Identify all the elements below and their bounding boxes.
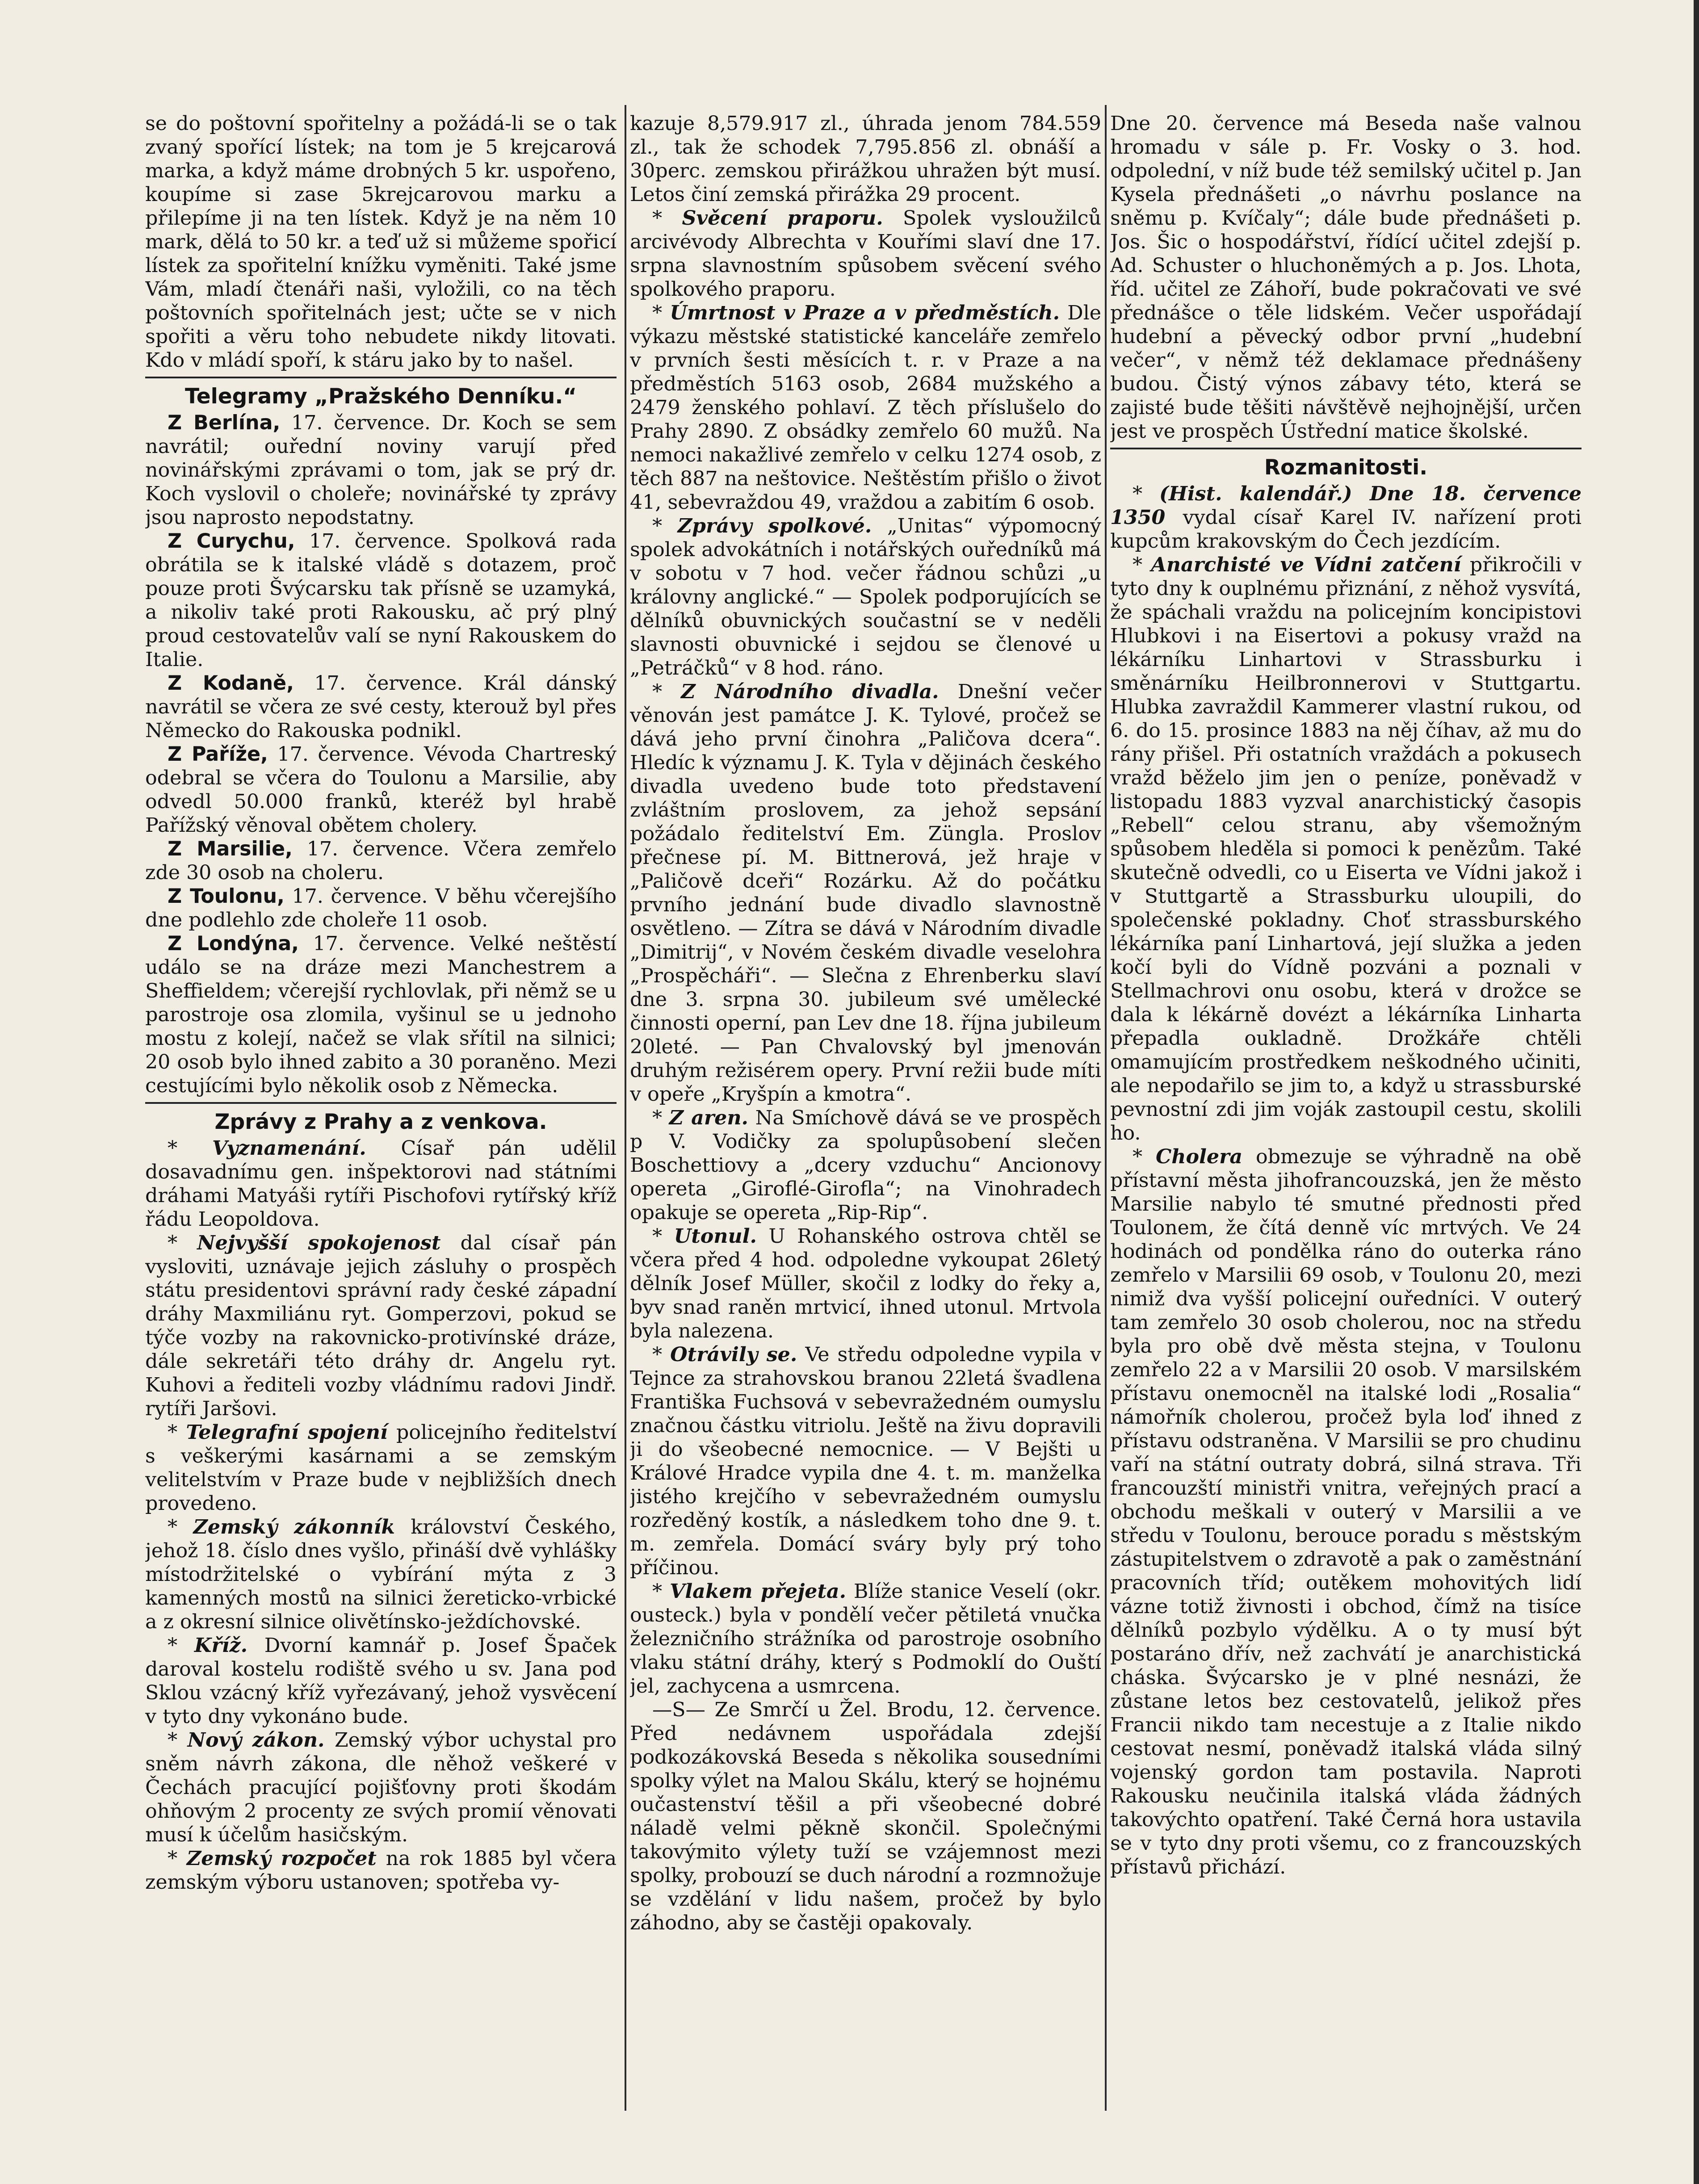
telegrams-heading: Telegramy „Pražského Denníku.“	[185, 384, 577, 409]
misc-lead: (Hist. kalendář.) Dne 18. července 1350	[1110, 482, 1582, 529]
telegram-dateline: Z Marsilie,	[168, 838, 293, 860]
news-lead: Vyznamenání.	[212, 1136, 366, 1160]
news-lead: Otrávily se.	[670, 1343, 797, 1366]
misc-item: * (Hist. kalendář.) Dne 18. července 1350 vydal císař Karel IV. nařízení proti kupcům krakovským do Čech jezdícím.	[1110, 482, 1582, 553]
news-text: Dvorní kamnář p. Josef Špaček daroval kostelu rodiště svého u sv. Jana pod Sklou vzácný kříž vyřezávaný, jehož vysvěcení v tyto dny vykonáno bude.	[145, 1634, 617, 1728]
news-lead: Úmrtnost v Praze a v předměstích.	[670, 301, 1060, 324]
telegram-dateline: Z Londýna,	[168, 932, 299, 955]
misc-item: * Cholera obmezuje se výhradně na obě přístavní města jihofrancouzská, jen že město Marsilie nabylo té smutné přednosti před Toulonem, že čítá denně víc mrtvých. Ve 24 hodinách od pondělka ráno do outerka ráno zemřelo v Marsilii 69 osob, v Toulonu 20, mezi nimiž dva vyšší policejní ouředníci. V outerý tam zemřelo 30 osob cholerou, noc na středu byla pro obě dvě města stejna, v Toulonu zemřelo 22 a v Marsilii 20 osob. V marsilském přístavu onemocněl na italské lodi „Rosalia“ námořník cholerou, pročež byla loď ihned z přístavu odstraněna. V Marsilii se pro chudinu vaří na státní outraty dobrá, silná strava. Tři francouzští ministři vnitra, veřejných prací a obchodu meškali v outerý v Marsilii a ve středu v Toulonu, berouce poradu s městským zástupitelstvem o zdravotě a pak o zaměstnání pracovních tříd; outěkem mohovitých lidí vázne totiž živnosti i obchod, čímž na tisíce dělníků pozbylo výdělku. A o ty musí být postaráno dřív, než zachvátí je anarchistická cháska. Švýcarsko je v plné nesnázi, že zůstane letos bez cestovatelů, jelikož přes Francii nikdo tam necestuje a z Italie nikdo cestovat nesmí, poněvadž italská vláda silný vojenský gordon tam postavila. Naproti Rakousku neučinila italská vláda žádných takovýchto opatření. Také Černá hora ustavila se v tyto dny proti všemu, co z francouzských přístavů přichází.	[1110, 1145, 1582, 1878]
telegram-dateline: Z Paříže,	[168, 743, 268, 766]
news-item: * Zprávy spolkové. „Unitas“ výpomocný spolek advokátních i notářských ouředníků má v sobotu v 7 hod. večer řádnou schůzi „u královny anglické.“ — Spolek podporujících se dělníků obuvnických součastní se v neděli slavnosti obuvnické i sejdou se členové u „Petráčků“ v 8 hod. ráno.	[630, 514, 1101, 679]
misc-lead: Cholera	[1156, 1145, 1243, 1168]
telegram-text: 17. července. Dr. Koch se sem navrátil; ouřední noviny varují před novinářskými zprávami o tom, jak se prý dr. Koch vyslovil o choleře; novinářské ty zprávy jsou naprosto nepodstatny.	[145, 411, 617, 529]
news-text: království Českého, jehož 18. číslo dnes vyšlo, přináší dvě vyhlášky místodržitelské o vybírání mýta z 3 kamenných mostů na silnici žereticko-vrbické a z okresní silnice olivětínsko-ježdíchovské.	[145, 1516, 617, 1633]
telegram-item	[145, 742, 617, 837]
correspondent-signature: —S—	[652, 1698, 705, 1721]
telegram-item	[145, 884, 617, 932]
misc-text: obmezuje se výhradně na obě přístavní města jihofrancouzská, jen že město Marsilie nabylo té smutné přednosti před Toulonem, že čítá denně víc mrtvých. Ve 24 hodinách od pondělka ráno do outerka ráno zemřelo v Marsilii 69 osob, v Toulonu 20, mezi nimiž dva vyšší policejní ouředníci. V outerý tam zemřelo 30 osob cholerou, noc na středu byla pro obě dvě města stejna, v Toulonu zemřelo 22 a v Marsilii 20 osob. V marsilském přístavu onemocněl na italské lodi „Rosalia“ námořník cholerou, pročež byla loď ihned z přístavu odstraněna. V Marsilii se pro chudinu vaří na státní outraty dobrá, silná strava. Tři francouzští ministři vnitra, veřejných prací a obchodu meškali v outerý v Marsilii a ve středu v Toulonu, berouce poradu s městským zástupitelstvem o zdravotě a pak o zaměstnání pracovních tříd; outěkem mohovitých lidí vázne totiž živnosti i obchod, čímž na tisíce dělníků pozbylo výdělku. A o ty musí být postaráno dřív, než zachvátí je anarchistická cháska. Švýcarsko je v plné nesnázi, že zůstane letos bez cestovatelů, jelikož přes Francii nikdo tam necestuje a z Italie nikdo cestovat nesmí, poněvadž italská vláda silný vojenský gordon tam postavila. Naproti Rakousku neučinila italská vláda žádných takovýchto opatření. Také Černá hora ustavila se v tyto dny proti všemu, co z francouzských přístavů přichází.	[1110, 1145, 1582, 1878]
section-divider	[145, 377, 617, 378]
telegram-item	[145, 671, 617, 742]
news-text: Blíže stanice Veselí (okr. ousteck.) byla v pondělí večer pětiletá vnučka železničního strážníka od parostroje osobního vlaku státní dráhy, který s Podmoklí do Ouští jel, zachycena a usmrcena.	[630, 1580, 1101, 1698]
news-item: * Zemský rozpočet na rok 1885 byl včera zemským výboru ustanoven; spotřeba vy-	[145, 1847, 617, 1894]
news-text: Dle výkazu městské statistické kanceláře zemřelo v prvních šesti měsících t. r. v Praze a na předměstích 5163 osob, 2684 mužského a 2479 ženského pohlaví. Z těch příslušelo do Prahy 2890. Z obsádky zemřelo 60 mužů. Na nemoci nakažlivé zemřelo v celku 1274 osob, z těch 887 na neštovice. Neštěstím přišlo o život 41, sebevraždou 49, vraždou a zabitím 6 osob.	[630, 302, 1101, 514]
telegram-item	[145, 411, 617, 529]
news-lead: Zprávy spolkové.	[677, 514, 872, 537]
section-divider	[1110, 448, 1582, 449]
misc-text: vydal císař Karel IV. nařízení proti kupcům krakovským do Čech jezdícím.	[1110, 506, 1582, 553]
telegram-text: 17. července. Velké neštěstí událo se na dráze mezi Manchestrem a Sheffieldem; včerejší rychlovlak, při němž se u parostroje osa zlomila, vyšinul se u jednoho mostu z kolejí, načež se vlak sřítil na silnici; 20 osob bylo ihned zabito a 30 poraněno. Mezi cestujícími bylo několik osob z Německa.	[145, 932, 617, 1097]
news-text: na rok 1885 byl včera zemským výboru ustanoven; spotřeba vy-	[145, 1847, 617, 1894]
news-text: U Rohanského ostrova chtěl se včera před 4 hod. odpoledne vykoupat 26letý dělník Josef Müller, skočil z lodky do řeky a, byv snad raněn mrtvicí, ihned utonul. Mrtvola byla nalezena.	[630, 1225, 1101, 1342]
telegram-item	[145, 837, 617, 884]
news-lead: Zemský rozpočet	[186, 1847, 377, 1870]
news-item: * Nejvyšší spokojenost dal císař pán vysloviti, uznávaje jejich zásluhy o prospěch státu presidentovi správní rady české západní dráhy Maxmiliánu ryt. Gomperzovi, pokud se týče vozby na rakovnicko-protivínské dráze, dále sekretáři této dráhy dr. Angelu ryt. Kuhovi a řediteli vozby vládnímu radovi Jindř. rytíři Jaršovi.	[145, 1231, 617, 1420]
telegram-item	[145, 529, 617, 671]
savings-article-text: se do poštovní spořitelny a požádá-li se o tak zvaný spořící lístek; na tom je 5 krejcarová marka, a když máme drobných 5 kr. uspořeno, koupíme si zase 5krejcarovou marku a přilepíme ji na ten lístek. Když je na něm 10 mark, dělá to 50 kr. a teď už si můžeme spořicí lístek za spořitelní knížku vyměniti. Také jsme Vám, mladí čtenáři naši, vyložili, co na těch poštovních spořitelnách jest; učte se v nich spořiti a věru toho nebudete nikdy litovati. Kdo v mládí spoří, k stáru jako by to našel.	[145, 112, 617, 372]
misc-text: přikročili v tyto dny k ouplnému přiznání, z něhož vysvítá, že spáchali vraždu na policejním koncipistovi Hlubkovi i na Eisertovi a pokusy vražd na lékárníku Linhartovi v Strassburku i směnárníku Heilbronnerovi v Stuttgartu. Hlubka zavraždil Kammerer vlastní rukou, od 6. do 15. prosince 1883 na něj číhav, až mu do rány přišel. Při ostatních vraždách a pokusech vražd běželo jim jen o peníze, poněvadž v listopadu 1883 vyzval anarchistický časopis „Rebell“ celou stranu, aby všemožným spůsobem hleděla si pomoci k penězům. Také skutečně odvedli, co u Eiserta ve Vídni jakož i v Stuttgartě a Strassburku uloupili, do společenské pokladny. Choť strassburského lékárníka paní Linhartová, její služka a jeden kočí byli do Vídně pozváni a poznali v Stellmachrovi onu osobu, která v drožce se dala k lékárně dovézt a lékárníka Linharta přepadla oukladně. Drožkáře chtěli omamujícím prostředkem neškodného učiniti, ale nepodařilo se jim to, a když u strassburské pevnostní zdi jim voják zastoupil cestu, skolili ho.	[1110, 553, 1582, 1144]
news-text: dal císař pán vysloviti, uznávaje jejich zásluhy o prospěch státu presidentovi správní rady české západní dráhy Maxmiliánu ryt. Gomperzovi, pokud se týče vozby na rakovnicko-protivínské dráze, dále sekretáři této dráhy dr. Angelu ryt. Kuhovi a řediteli vozby vládnímu radovi Jindř. rytíři Jaršovi.	[145, 1232, 617, 1420]
telegram-text: 17. července. Spolková rada obrátila se k italské vládě s dotazem, proč pouze proti Švýcarsku tak přísně se uzamyká, a nikoliv také proti Rakousku, ač prý plný proud cestovatelův valí se nyní Rakouskem do Italie.	[145, 530, 617, 671]
news-lead: Nový zákon.	[187, 1728, 325, 1752]
news-text: „Unitas“ výpomocný spolek advokátních i notářských ouředníků má v sobotu v 7 hod. večer řádnou schůzi „u královny anglické.“ — Spolek podporujících se dělníků obuvnických součastní se v neděli slavnosti obuvnické i sejdou se členové u „Petráčků“ v 8 hod. ráno.	[630, 515, 1101, 679]
column-rule-1	[625, 105, 626, 2111]
column-rule-2	[1105, 105, 1107, 2111]
section-divider	[145, 1102, 617, 1104]
news-text: Ve středu odpoledne vypila v Tejnce za strahovskou branou 22letá švadlena Františka Fuchsová v sebevražedném oumyslu značnou částku vitriolu. Ještě na živu dopravili ji do všeobecné nemocnice. — V Bejšti u Králové Hradce vypila dne 4. t. m. manželka jistého krejčího v sebevražedném oumyslu rozředěný kostík, a následkem toho dne 9. t. m. zemřela. Domácí sváry byly prý toho příčinou.	[630, 1343, 1101, 1579]
telegram-text: 17. července. V běhu včerejšího dne podlehlo zde choleře 11 osob.	[145, 885, 617, 931]
misc-lead: Anarchisté ve Vídni zatčení	[1151, 553, 1461, 576]
correspondence-text: Ze Smrčí u Žel. Brodu, 12. července. Před nedávnem uspořádala zdejší podkozákovská Beseda s několika sousedními spolky výlet na Malou Skálu, který se hojnému oučastenství těšil a při všeobecné dobré náladě velmi pěkně skončil. Společnými takovýmito výlety tuží se vzájemnost mezi spolky, probouzí se duch národní a rozmnožuje se vzdělání v lidu našem, pročež by bylo záhodno, aby se častěji opakovaly.	[630, 1698, 1101, 1934]
news-item: * Z aren. Na Smíchově dává se ve prospěch p V. Vodičky za spolupůsobení slečen Boschettiovy a „dcery vzduchu“ Ancionovy opereta „Giroflé-Girofla“; na Vinohradech opakuje se opereta „Rip-Rip“.	[630, 1106, 1101, 1224]
telegram-dateline: Z Toulonu,	[168, 885, 285, 908]
news-lead: Kříž.	[194, 1634, 248, 1657]
news-item: * Z Národního divadla. Dnešní večer věnován jest památce J. K. Tylové, pročež se dává jeho první činohra „Paličova dcera“. Hledíc k významu J. K. Tyla v dějinách českého divadla uvedeno bude toto představení zvláštním proslovem, za jehož sepsání požádalo ředitelství Em. Züngla. Proslov přečnese pí. M. Bittnerová, jež hraje v „Paličově dceři“ Rozárku. Až do počátku prvního jednání bude divadlo slavnostně osvětleno. — Zítra se dává v Národním divadle „Dimitrij“, v Novém českém divadle veselohra „Prospěcháři“. — Slečna z Ehrenberku slaví dne 3. srpna 30. jubileum své umělecké činnosti operní, pan Lev dne 18. října jubileum 20leté. — Pan Chvalovský byl jmenován druhým režisérem opery. První režii bude míti v opeře „Kryšpín a kmotra“.	[630, 680, 1101, 1106]
telegram-text: 17. července. Včera zemřelo zde 30 osob na choleru.	[145, 838, 617, 884]
telegram-text: 17. července. Král dánský navrátil se včera ze své cesty, kterouž byl přes Německo do Rakouska podnikl.	[145, 672, 617, 742]
news-text: policejního ředitelství s veškerými kasárnami a se zemským velitelstvím v Praze bude v nejbližších dnech provedeno.	[145, 1421, 617, 1515]
column-2	[630, 112, 1101, 2113]
news-item: * Utonul. U Rohanského ostrova chtěl se včera před 4 hod. odpoledne vykoupat 26letý dělník Josef Müller, skočil z lodky do řeky a, byv snad raněn mrtvicí, ihned utonul. Mrtvola byla nalezena.	[630, 1224, 1101, 1342]
scan-edge-shadow	[1694, 0, 1699, 2184]
news-heading: Zprávy z Prahy a z venkova.	[214, 1110, 547, 1134]
telegram-item	[145, 932, 617, 1098]
news-lead: Z Národního divadla.	[681, 680, 939, 703]
news-item: * Nový zákon. Zemský výbor uchystal pro sněm návrh zákona, dle něhož veškeré v Čechách pracující pojišťovny proti škodám ohňovým 2 procenty ze svých promií věnovati musí k účelům hasičským.	[145, 1728, 617, 1846]
telegram-dateline: Z Curychu,	[168, 530, 295, 553]
correspondence-item	[630, 1698, 1101, 1935]
news-lead: Svěcení praporu.	[682, 206, 883, 230]
news-item: * Telegrafní spojení policejního ředitelství s veškerými kasárnami a se zemským velitelstvím v Praze bude v nejbližších dnech provedeno.	[145, 1421, 617, 1515]
news-text: Spolek vysloužilců arcivévody Albrechta v Kouřími slaví dne 17. srpna slavnostním spůsobem svěcení svého spolkového praporu.	[630, 207, 1101, 301]
miscellany-heading: Rozmanitosti.	[1264, 455, 1428, 480]
column-1	[145, 112, 617, 2113]
news-item: * Otrávily se. Ve středu odpoledne vypila v Tejnce za strahovskou branou 22letá švadlena Františka Fuchsová v sebevražedném oumyslu značnou částku vitriolu. Ještě na živu dopravili ji do všeobecné nemocnice. — V Bejšti u Králové Hradce vypila dne 4. t. m. manželka jistého krejčího v sebevražedném oumyslu rozředěný kostík, a následkem toho dne 9. t. m. zemřela. Domácí sváry byly prý toho příčinou.	[630, 1343, 1101, 1579]
misc-item: * Anarchisté ve Vídni zatčení přikročili v tyto dny k ouplnému přiznání, z něhož vysvítá, že spáchali vraždu na policejním koncipistovi Hlubkovi i na Eisertovi a pokusy vražd na lékárníku Linhartovi v Strassburku i směnárníku Heilbronnerovi v Stuttgartu. Hlubka zavraždil Kammerer vlastní rukou, od 6. do 15. prosince 1883 na něj číhav, až mu do rány přišel. Při ostatních vraždách a pokusech vražd běželo jim jen o peníze, poněvadž v listopadu 1883 vyzval anarchistický časopis „Rebell“ celou stranu, aby všemožným spůsobem hleděla si pomoci k penězům. Také skutečně odvedli, co u Eiserta ve Vídni jakož i v Stuttgartě a Strassburku uloupili, do společenské pokladny. Choť strassburského lékárníka paní Linhartová, její služka a jeden kočí byli do Vídně pozváni a poznali v Stellmachrovi onu osobu, která v drožce se dala k lékárně dovézt a lékárníka Linharta přepadla oukladně. Drožkáře chtěli omamujícím prostředkem neškodného učiniti, ale nepodařilo se jim to, a když u strassburské pevnostní zdi jim voják zastoupil cestu, skolili ho.	[1110, 553, 1582, 1144]
news-text: Zemský výbor uchystal pro sněm návrh zákona, dle něhož veškeré v Čechách pracující pojišťovny proti škodám ohňovým 2 procenty ze svých promií věnovati musí k účelům hasičským.	[145, 1729, 617, 1846]
telegram-dateline: Z Kodaně,	[168, 672, 294, 695]
news-text: Císař pán udělil dosavadnímu gen. inšpektorovi nad státními dráhami Matyáši rytíři Pischofovi rytířský kříž řádu Leopoldova.	[145, 1137, 617, 1231]
news-item: * Zemský zákonník království Českého, jehož 18. číslo dnes vyšlo, přináší dvě vyhlášky místodržitelské o vybírání mýta z 3 kamenných mostů na silnici žereticko-vrbické a z okresní silnice olivětínsko-ježdíchovské.	[145, 1515, 617, 1633]
news-item: * Vlakem přejeta. Blíže stanice Veselí (okr. ousteck.) byla v pondělí večer pětiletá vnučka železničního strážníka od parostroje osobního vlaku státní dráhy, který s Podmoklí do Ouští jel, zachycena a usmrcena.	[630, 1580, 1101, 1698]
news-lead: Vlakem přejeta.	[669, 1580, 847, 1603]
news-lead: Nejvyšší spokojenost	[197, 1231, 441, 1254]
news-lead: Utonul.	[674, 1224, 757, 1248]
budget-continuation-text: kazuje 8,579.917 zl., úhrada jenom 784.559 zl., tak že schodek 7,795.856 zl. obnáší a 30perc. zemskou přirážkou uhražen být musí. Letos činí zemská přirážka 29 procent.	[630, 112, 1101, 206]
telegram-text: 17. července. Vévoda Chartreský odebral se včera do Toulonu a Marsilie, aby odvedl 50.000 franků, kteréž byl hrabě Pařížský věnoval obětem cholery.	[145, 743, 617, 837]
news-item: * Kříž. Dvorní kamnář p. Josef Špaček daroval kostelu rodiště svého u sv. Jana pod Sklou vzácný kříž vyřezávaný, jehož vysvěcení v tyto dny vykonáno bude.	[145, 1634, 617, 1728]
news-item: * Vyznamenání. Císař pán udělil dosavadnímu gen. inšpektorovi nad státními dráhami Matyáši rytíři Pischofovi rytířský kříž řádu Leopoldova.	[145, 1136, 617, 1231]
telegram-dateline: Z Berlína,	[168, 411, 281, 434]
news-item: * Svěcení praporu. Spolek vysloužilců arcivévody Albrechta v Kouřími slaví dne 17. srpna slavnostním spůsobem svěcení svého spolkového praporu.	[630, 206, 1101, 301]
news-text: Na Smíchově dává se ve prospěch p V. Vodičky za spolupůsobení slečen Boschettiovy a „dcery vzduchu“ Ancionovy opereta „Giroflé-Girofla“; na Vinohradech opakuje se opereta „Rip-Rip“.	[630, 1107, 1101, 1224]
news-text: Dnešní večer věnován jest památce J. K. Tylové, pročež se dává jeho první činohra „Paličova dcera“. Hledíc k významu J. K. Tyla v dějinách českého divadla uvedeno bude toto představení zvláštním proslovem, za jehož sepsání požádalo ředitelství Em. Züngla. Proslov přečnese pí. M. Bittnerová, jež hraje v „Paličově dceři“ Rozárku. Až do počátku prvního jednání bude divadlo slavnostně osvětleno. — Zítra se dává v Národním divadle „Dimitrij“, v Novém českém divadle veselohra „Prospěcháři“. — Slečna z Ehrenberku slaví dne 3. srpna 30. jubileum své umělecké činnosti operní, pan Lev dne 18. října jubileum 20leté. — Pan Chvalovský byl jmenován druhým režisérem opery. První režii bude míti v opeře „Kryšpín a kmotra“.	[630, 680, 1101, 1106]
news-item: * Úmrtnost v Praze a v předměstích. Dle výkazu městské statistické kanceláře zemřelo v prvních šesti měsících t. r. v Praze a na předměstích 5163 osob, 2684 mužského a 2479 ženského pohlaví. Z těch příslušelo do Prahy 2890. Z obsádky zemřelo 60 mužů. Na nemoci nakažlivé zemřelo v celku 1274 osob, z těch 887 na neštovice. Neštěstím přišlo o život 41, sebevraždou 49, vraždou a zabitím 6 osob.	[630, 301, 1101, 514]
beseda-continuation-text: Dne 20. července má Beseda naše valnou hromadu v sále p. Fr. Vosky o 3. hod. odpolední, v níž bude též semilský učitel p. Jan Kysela přednášeti „o návrhu poslance na sněmu p. Kvíčaly“; dále bude přednášeti p. Jos. Šic o hospodářství, řídící učitel zdejší p. Ad. Schuster o hluchoněmých a p. Jos. Lhota, říd. učitel ze Záhoří, bude pokračovati ve své přednášce o těle lidském. Večer uspořádají hudební a pěvecký odbor první „hudební večer“, v němž též deklamace přednášeny budou. Čistý výnos zábavy této, která se zajisté bude těšiti návštěvě nejhojnější, určen jest ve prospěch Ústřední matice školské.	[1110, 112, 1582, 443]
column-3	[1110, 112, 1582, 2113]
news-lead: Zemský zákonník	[193, 1515, 395, 1538]
news-lead: Telegrafní spojení	[186, 1421, 388, 1444]
news-lead: Z aren.	[669, 1106, 748, 1129]
